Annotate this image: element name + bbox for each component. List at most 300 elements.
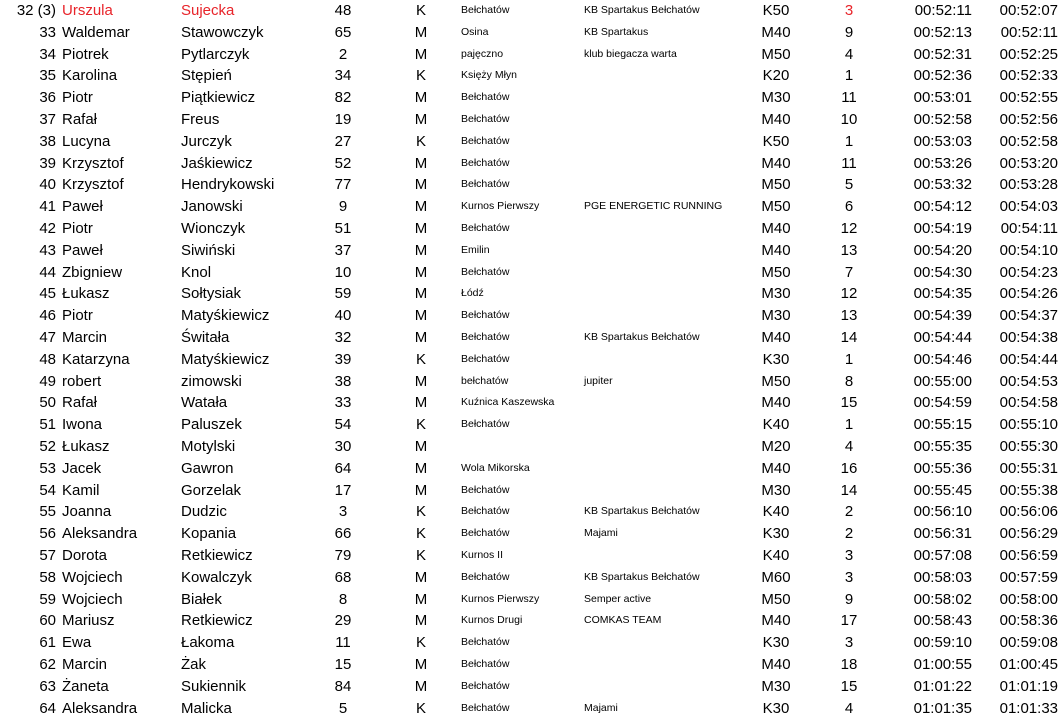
table-row — [0, 676, 1063, 698]
first-name-cell: Wojciech — [62, 590, 123, 608]
city-cell: Kurnos Pierwszy — [461, 200, 540, 213]
last-name-cell: Matyśkiewicz — [181, 307, 270, 325]
category-place-cell: 16 — [840, 459, 858, 477]
last-name-cell: Pytlarczyk — [181, 45, 250, 63]
category-cell: M40 — [761, 111, 791, 128]
city-cell: Bełchatów — [461, 4, 510, 16]
net-time-cell: 00:56:59 — [999, 547, 1058, 564]
category-cell: M30 — [761, 285, 791, 303]
city-cell: pajęczno — [461, 47, 504, 60]
sex-cell: M — [414, 459, 428, 477]
first-name-cell: Mariusz — [62, 612, 115, 630]
category-cell: K30 — [762, 525, 790, 543]
table-row — [0, 371, 1063, 393]
category-place-cell: 3 — [844, 634, 854, 652]
sex-cell: M — [414, 590, 428, 608]
last-name-cell: Matyśkiewicz — [181, 350, 270, 368]
bib-number-cell: 79 — [334, 547, 352, 564]
net-time-cell: 00:52:25 — [999, 45, 1058, 63]
last-name-cell: zimowski — [181, 372, 242, 390]
place-cell: 52 — [39, 438, 56, 455]
net-time-cell: 00:54:11 — [1000, 220, 1058, 237]
first-name-cell: Marcin — [62, 329, 108, 346]
gross-time-cell: 01:01:35 — [913, 699, 972, 717]
category-cell: M40 — [761, 23, 791, 41]
bib-number-cell: 33 — [334, 394, 352, 412]
category-cell: K30 — [762, 634, 790, 652]
sex-cell: K — [415, 699, 426, 717]
bib-number-cell: 84 — [334, 677, 352, 695]
gross-time-cell: 00:53:03 — [913, 132, 972, 150]
net-time-cell: 00:58:00 — [999, 590, 1058, 608]
place-cell: 35 — [39, 67, 56, 85]
bib-number-cell: 59 — [334, 285, 352, 303]
gross-time-cell: 01:00:55 — [913, 656, 972, 673]
category-cell: M30 — [761, 677, 791, 695]
bib-number-cell: 11 — [335, 634, 351, 652]
table-row — [0, 545, 1063, 567]
category-place-cell: 11 — [841, 89, 857, 107]
category-place-cell: 1 — [844, 416, 854, 434]
sex-cell: M — [414, 568, 428, 586]
bib-number-cell: 3 — [338, 503, 348, 521]
net-time-cell: 00:55:10 — [999, 416, 1058, 434]
table-row — [0, 218, 1063, 240]
category-cell: M50 — [761, 176, 791, 194]
table-row — [0, 240, 1063, 262]
first-name-cell: Piotrek — [62, 45, 109, 63]
last-name-cell: Łakoma — [181, 634, 235, 652]
category-place-cell: 13 — [840, 241, 858, 259]
sex-cell: M — [414, 285, 428, 303]
first-name-cell: Lucyna — [62, 132, 111, 150]
club-cell: COMKAS TEAM — [584, 614, 662, 627]
first-name-cell: Piotr — [62, 89, 93, 107]
sex-cell: M — [414, 263, 428, 281]
table-row — [0, 567, 1063, 589]
category-cell: M30 — [761, 481, 791, 499]
first-name-cell: Piotr — [62, 220, 93, 237]
sex-cell: M — [414, 23, 428, 41]
city-cell: Wola Mikorska — [461, 461, 530, 474]
sex-cell: M — [414, 438, 428, 455]
club-cell: Majami — [584, 701, 618, 714]
city-cell: Łódź — [461, 287, 484, 300]
bib-number-cell: 5 — [338, 699, 348, 717]
gross-time-cell: 00:56:31 — [913, 525, 972, 543]
bib-number-cell: 2 — [338, 45, 348, 63]
net-time-cell: 00:53:28 — [999, 176, 1058, 194]
city-cell: Bełchatów — [461, 570, 510, 583]
bib-number-cell: 30 — [334, 438, 352, 455]
net-time-cell: 01:00:45 — [999, 656, 1058, 673]
sex-cell: M — [414, 111, 428, 128]
table-row — [0, 109, 1063, 131]
table-row — [0, 654, 1063, 676]
last-name-cell: Stawowczyk — [181, 23, 264, 41]
gross-time-cell: 00:55:00 — [913, 372, 972, 390]
net-time-cell: 01:01:33 — [999, 699, 1058, 717]
gross-time-cell: 00:54:19 — [913, 220, 972, 237]
gross-time-cell: 00:52:36 — [913, 67, 972, 85]
sex-cell: K — [415, 503, 426, 521]
table-row — [0, 458, 1063, 480]
category-place-cell: 7 — [844, 263, 854, 281]
first-name-cell: Piotr — [62, 307, 93, 325]
place-cell: 59 — [39, 590, 56, 608]
gross-time-cell: 00:55:15 — [913, 416, 972, 434]
first-name-cell: Zbigniew — [62, 263, 123, 281]
first-name-cell: Żaneta — [62, 677, 109, 695]
category-cell: K50 — [762, 2, 790, 19]
last-name-cell: Jaśkiewicz — [181, 154, 253, 172]
category-cell: K40 — [762, 503, 790, 521]
city-cell: Osina — [461, 25, 489, 38]
category-place-cell: 15 — [840, 394, 858, 412]
bib-number-cell: 51 — [334, 220, 352, 237]
net-time-cell: 00:55:38 — [999, 481, 1058, 499]
last-name-cell: Gawron — [181, 459, 234, 477]
table-row — [0, 153, 1063, 175]
first-name-cell: Rafał — [62, 111, 98, 128]
city-cell: Bełchatów — [461, 483, 510, 496]
sex-cell: M — [414, 677, 428, 695]
net-time-cell: 00:59:08 — [999, 634, 1058, 652]
last-name-cell: Stępień — [181, 67, 232, 85]
category-place-cell: 1 — [844, 350, 854, 368]
place-cell: 47 — [39, 329, 56, 346]
club-cell: Semper active — [584, 592, 652, 605]
last-name-cell: Piątkiewicz — [181, 89, 256, 107]
category-cell: M50 — [761, 198, 791, 216]
category-place-cell: 10 — [840, 111, 858, 128]
sex-cell: M — [414, 176, 428, 194]
net-time-cell: 00:53:20 — [999, 154, 1058, 172]
table-row — [0, 610, 1063, 632]
last-name-cell: Dudzic — [181, 503, 227, 521]
last-name-cell: Żak — [181, 656, 207, 673]
category-place-cell: 12 — [840, 220, 858, 237]
last-name-cell: Sujecka — [181, 2, 235, 19]
last-name-cell: Kopania — [181, 525, 237, 543]
category-cell: M20 — [761, 438, 791, 455]
category-cell: M40 — [761, 329, 791, 346]
net-time-cell: 00:52:56 — [999, 111, 1058, 128]
place-cell: 41 — [39, 198, 56, 216]
table-row — [0, 436, 1063, 458]
first-name-cell: Aleksandra — [62, 699, 138, 717]
last-name-cell: Freus — [181, 111, 220, 128]
city-cell: Bełchatów — [461, 527, 510, 540]
city-cell: Bełchatów — [461, 178, 510, 191]
first-name-cell: Wojciech — [62, 568, 123, 586]
first-name-cell: Joanna — [62, 503, 112, 521]
place-cell: 40 — [39, 176, 56, 194]
first-name-cell: Kamil — [62, 481, 100, 499]
bib-number-cell: 15 — [334, 656, 352, 673]
bib-number-cell: 29 — [334, 612, 352, 630]
first-name-cell: Dorota — [62, 547, 108, 564]
net-time-cell: 00:54:10 — [999, 241, 1058, 259]
sex-cell: M — [414, 89, 428, 107]
gross-time-cell: 00:52:58 — [913, 111, 972, 128]
gross-time-cell: 00:54:12 — [913, 198, 972, 216]
place-cell: 45 — [39, 285, 56, 303]
gross-time-cell: 00:55:35 — [913, 438, 972, 455]
city-cell: Bełchatów — [461, 91, 510, 104]
place-cell: 64 — [39, 699, 56, 717]
first-name-cell: robert — [62, 372, 102, 390]
table-row — [0, 174, 1063, 196]
table-row — [0, 632, 1063, 654]
place-cell: 63 — [39, 677, 56, 695]
last-name-cell: Retkiewicz — [181, 612, 253, 630]
gross-time-cell: 00:56:10 — [913, 503, 972, 521]
city-cell: Kurnos II — [461, 549, 504, 561]
bib-number-cell: 77 — [334, 176, 352, 194]
gross-time-cell: 00:54:20 — [913, 241, 972, 259]
place-cell: 46 — [39, 307, 56, 325]
city-cell: Bełchatów — [461, 331, 510, 343]
place-cell: 58 — [39, 568, 56, 586]
club-cell: PGE ENERGETIC RUNNING — [584, 200, 723, 213]
gross-time-cell: 00:53:01 — [913, 89, 972, 107]
place-cell: 61 — [39, 634, 56, 652]
category-place-cell: 14 — [840, 329, 858, 346]
last-name-cell: Wionczyk — [181, 220, 246, 237]
gross-time-cell: 00:58:02 — [913, 590, 972, 608]
city-cell: Bełchatów — [461, 352, 510, 365]
club-cell: KB Spartakus Bełchatów — [584, 505, 700, 518]
category-cell: M40 — [761, 612, 791, 630]
net-time-cell: 00:55:30 — [999, 438, 1058, 455]
sex-cell: M — [414, 241, 428, 259]
category-place-cell: 4 — [844, 438, 854, 455]
place-cell: 62 — [39, 656, 56, 673]
city-cell: Kurnos Pierwszy — [461, 592, 540, 605]
first-name-cell: Łukasz — [62, 285, 110, 303]
gross-time-cell: 00:58:03 — [913, 568, 972, 586]
net-time-cell: 00:54:26 — [999, 285, 1058, 303]
first-name-cell: Waldemar — [62, 23, 130, 41]
table-row — [0, 414, 1063, 436]
table-row — [0, 22, 1063, 44]
last-name-cell: Siwiński — [181, 241, 236, 259]
category-cell: K50 — [762, 132, 790, 150]
gross-time-cell: 00:54:30 — [913, 263, 972, 281]
gross-time-cell: 00:53:32 — [913, 176, 972, 194]
category-cell: K30 — [762, 699, 790, 717]
category-place-cell: 1 — [844, 67, 854, 85]
net-time-cell: 00:54:38 — [999, 329, 1058, 346]
category-place-cell: 17 — [840, 612, 858, 630]
category-cell: K40 — [762, 416, 790, 434]
table-row — [0, 0, 1063, 22]
club-cell: KB Spartakus Bełchatów — [584, 570, 700, 583]
category-cell: M30 — [761, 89, 791, 107]
city-cell: Bełchatów — [461, 222, 510, 234]
city-cell: Emilin — [461, 243, 490, 256]
bib-number-cell: 9 — [338, 198, 348, 216]
gross-time-cell: 01:01:22 — [913, 677, 972, 695]
net-time-cell: 00:57:59 — [999, 568, 1058, 586]
category-place-cell: 9 — [844, 590, 854, 608]
category-place-cell: 3 — [844, 2, 854, 19]
net-time-cell: 00:52:55 — [999, 89, 1058, 107]
city-cell: Bełchatów — [461, 636, 510, 649]
net-time-cell: 00:54:58 — [999, 394, 1058, 412]
sex-cell: K — [415, 525, 426, 543]
sex-cell: M — [414, 220, 428, 237]
place-cell: 53 — [39, 459, 56, 477]
last-name-cell: Motylski — [181, 438, 236, 455]
place-cell: 42 — [39, 220, 56, 237]
sex-cell: M — [414, 481, 428, 499]
sex-cell: M — [414, 372, 428, 390]
category-cell: M30 — [761, 307, 791, 325]
category-place-cell: 1 — [844, 132, 854, 150]
gross-time-cell: 00:52:13 — [913, 23, 972, 41]
sex-cell: M — [414, 394, 428, 412]
club-cell: KB Spartakus — [584, 25, 649, 38]
category-cell: M40 — [761, 154, 791, 172]
category-place-cell: 11 — [841, 154, 857, 172]
net-time-cell: 00:54:37 — [999, 307, 1058, 325]
net-time-cell: 00:54:53 — [999, 372, 1058, 390]
gross-time-cell: 00:53:26 — [913, 154, 972, 172]
net-time-cell: 01:01:19 — [999, 677, 1058, 695]
first-name-cell: Jacek — [62, 459, 102, 477]
category-cell: M40 — [761, 656, 791, 673]
bib-number-cell: 17 — [334, 481, 352, 499]
net-time-cell: 00:54:03 — [999, 198, 1058, 216]
gross-time-cell: 00:54:39 — [913, 307, 972, 325]
bib-number-cell: 48 — [334, 2, 352, 19]
city-cell: Bełchatów — [461, 701, 510, 714]
place-cell: 49 — [39, 372, 56, 390]
category-place-cell: 5 — [844, 176, 854, 194]
sex-cell: M — [414, 45, 428, 63]
sex-cell: K — [415, 350, 426, 368]
category-cell: M60 — [761, 568, 791, 586]
table-row — [0, 392, 1063, 414]
city-cell: bełchatów — [461, 374, 509, 387]
city-cell: Bełchatów — [461, 113, 510, 125]
net-time-cell: 00:55:31 — [999, 459, 1058, 477]
last-name-cell: Sukiennik — [181, 677, 247, 695]
first-name-cell: Paweł — [62, 241, 103, 259]
last-name-cell: Watała — [181, 394, 228, 412]
gross-time-cell: 00:59:10 — [913, 634, 972, 652]
category-place-cell: 2 — [844, 503, 854, 521]
first-name-cell: Paweł — [62, 198, 103, 216]
city-cell: Bełchatów — [461, 658, 510, 670]
gross-time-cell: 00:55:45 — [913, 481, 972, 499]
city-cell: Bełchatów — [461, 265, 510, 278]
city-cell: Bełchatów — [461, 418, 510, 431]
bib-number-cell: 8 — [338, 590, 348, 608]
place-cell: 57 — [39, 547, 56, 564]
first-name-cell: Ewa — [62, 634, 92, 652]
club-cell: Majami — [584, 527, 618, 540]
sex-cell: K — [415, 547, 426, 564]
first-name-cell: Krzysztof — [62, 176, 124, 194]
bib-number-cell: 34 — [334, 67, 352, 85]
last-name-cell: Paluszek — [181, 416, 242, 434]
net-time-cell: 00:52:58 — [999, 132, 1058, 150]
place-cell: 37 — [39, 111, 56, 128]
table-row — [0, 480, 1063, 502]
bib-number-cell: 10 — [334, 263, 352, 281]
table-row — [0, 44, 1063, 66]
category-place-cell: 8 — [844, 372, 854, 390]
bib-number-cell: 39 — [334, 350, 352, 368]
club-cell: jupiter — [584, 374, 613, 387]
sex-cell: K — [415, 634, 426, 652]
place-cell: 32 (3) — [16, 2, 56, 19]
category-place-cell: 4 — [844, 699, 854, 717]
place-cell: 33 — [39, 23, 56, 41]
place-cell: 39 — [39, 154, 56, 172]
category-place-cell: 4 — [844, 45, 854, 63]
sex-cell: K — [415, 416, 426, 434]
sex-cell: M — [414, 612, 428, 630]
club-cell: klub biegacza warta — [584, 47, 677, 60]
gross-time-cell: 00:54:59 — [913, 394, 972, 412]
table-row — [0, 196, 1063, 218]
first-name-cell: Rafał — [62, 394, 98, 412]
gross-time-cell: 00:54:44 — [913, 329, 972, 346]
gross-time-cell: 00:52:31 — [913, 45, 972, 63]
city-cell: Bełchatów — [461, 505, 510, 518]
category-place-cell: 12 — [840, 285, 858, 303]
place-cell: 51 — [39, 416, 56, 434]
place-cell: 48 — [39, 350, 56, 368]
category-place-cell: 14 — [840, 481, 858, 499]
table-row — [0, 327, 1063, 349]
bib-number-cell: 52 — [334, 154, 352, 172]
last-name-cell: Gorzelak — [181, 481, 242, 499]
last-name-cell: Malicka — [181, 699, 232, 717]
net-time-cell: 00:52:33 — [999, 67, 1058, 85]
gross-time-cell: 00:57:08 — [913, 547, 972, 564]
first-name-cell: Krzysztof — [62, 154, 124, 172]
place-cell: 60 — [39, 612, 56, 630]
last-name-cell: Kowalczyk — [181, 568, 252, 586]
place-cell: 54 — [39, 481, 56, 499]
city-cell: Bełchatów — [461, 134, 510, 147]
net-time-cell: 00:56:29 — [999, 525, 1058, 543]
last-name-cell: Retkiewicz — [181, 547, 253, 564]
last-name-cell: Knol — [181, 263, 212, 281]
net-time-cell: 00:54:23 — [999, 263, 1058, 281]
category-cell: K40 — [762, 547, 790, 564]
table-row — [0, 131, 1063, 153]
category-cell: M40 — [761, 394, 791, 412]
bib-number-cell: 19 — [334, 111, 352, 128]
city-cell: Bełchatów — [461, 156, 510, 169]
category-place-cell: 18 — [840, 656, 858, 673]
table-row — [0, 262, 1063, 284]
gross-time-cell: 00:54:46 — [913, 350, 972, 368]
last-name-cell: Jurczyk — [181, 132, 232, 150]
sex-cell: K — [415, 132, 426, 150]
place-cell: 55 — [39, 503, 56, 521]
table-row — [0, 501, 1063, 523]
place-cell: 36 — [39, 89, 56, 107]
sex-cell: M — [414, 329, 428, 346]
category-cell: M50 — [761, 372, 791, 390]
